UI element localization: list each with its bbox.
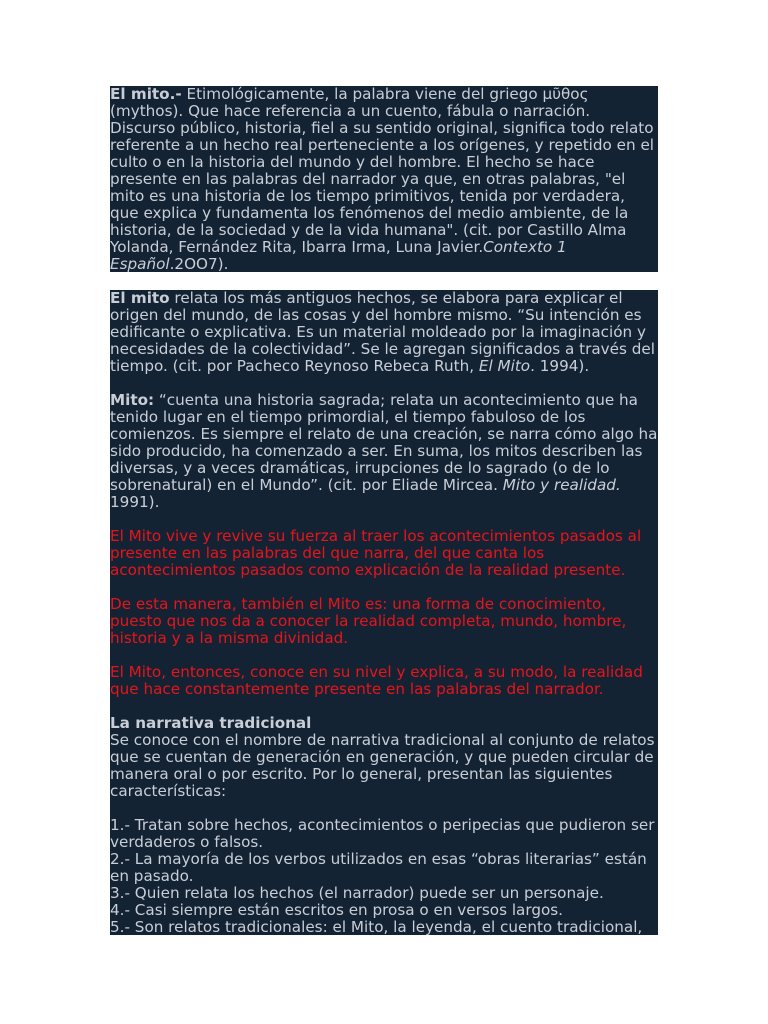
list-item: 5.- Son relatos tradicionales: el Mito, la leyenda, el cuento tradicional, bbox=[110, 918, 643, 935]
characteristics-list bbox=[110, 817, 658, 935]
book-el-mito: El Mito bbox=[478, 357, 531, 375]
mito-paragraph-1 bbox=[110, 290, 658, 375]
red-paragraph-3: El Mito, entonces, conoce en su nivel y explica, a su modo, la realidad que hace constantemente presente en las palabras del narrador. bbox=[110, 663, 643, 698]
paragraph-2-text: “cuenta una historia sagrada; relata un acontecimiento que ha tenido lugar en el tiempo primordial, el tiempo fabuloso de los comienzos. Es siempre el relato de una creación, se narra cómo algo ha sido producido, ha comenzado a ser. En suma, los mitos describen las diversas, y a veces dramáticas, irrupciones de lo sagrado (o de lo sobrenatural) en el Mundo”. (cit. por Eliade Mircea. bbox=[110, 391, 658, 494]
mito-narrative-block bbox=[110, 290, 658, 935]
mito-paragraph-2 bbox=[110, 392, 658, 511]
red-paragraph-1: El Mito vive y revive su fuerza al traer los acontecimientos pasados al presente en las palabras del que narra, del que canta los acontecimientos pasados como explicación de la realidad presente. bbox=[110, 527, 642, 579]
narrativa-heading-text: La narrativa tradicional bbox=[110, 714, 312, 732]
term-el-mito-2: El mito bbox=[110, 290, 170, 307]
paragraph-1-text: relata los más antiguos hechos, se elabora para explicar el origen del mundo, de las cosas y del hombre mismo. “Su intención es edificante o explicativa. Es un material moldeado por la imaginación y necesidades de la colectividad”. Se le agregan significados a través del tiempo. (cit. por Pacheco Reynoso Rebeca Ruth, bbox=[110, 290, 655, 375]
paragraph-2-end: 1991). bbox=[110, 493, 160, 511]
list-item: 1.- Tratan sobre hechos, acontecimientos o peripecias que pudieron ser verdaderos o falsos. bbox=[110, 816, 655, 851]
narrativa-heading bbox=[110, 715, 658, 732]
term-el-mito: El mito.- bbox=[110, 86, 182, 103]
book-title: Contexto 1 Español bbox=[110, 238, 567, 272]
narrativa-intro: Se conoce con el nombre de narrativa tradicional al conjunto de relatos que se cuentan de generación en generación, y que pueden circular de manera oral o por escrito. Por lo general, presentan las siguientes características: bbox=[110, 731, 655, 800]
book-mito-y-realidad: Mito y realidad. bbox=[502, 476, 621, 494]
etymology-text: Etimológicamente, la palabra viene del griego μῦθος (mythos). Que hace referencia a un cuento, fábula o narración. Discurso público, historia, fiel a su sentido original, significa todo relato referente a un hecho real perteneciente a los orígenes, y repetido en el culto o en la historia del mundo y del hombre. El hecho se hace presente en las palabras del narrador ya que, en otras palabras, "el mito es una historia de los tiempo primitivos, tenida por verdadera, que explica y fundamenta los fenómenos del medio ambiente, de la historia, de la sociedad y de la vida humana". (cit. por Castillo Alma Yolanda, Fernández Rita, Ibarra Irma, Luna Javier. bbox=[110, 86, 655, 256]
paragraph-1-end: . 1994). bbox=[530, 357, 590, 375]
mito-definition-block bbox=[110, 86, 658, 272]
list-item: 4.- Casi siempre están escritos en prosa o en versos largos. bbox=[110, 901, 563, 919]
list-item: 2.- La mayoría de los verbos utilizados en esas “obras literarias” están en pasado. bbox=[110, 850, 647, 885]
list-item: 3.- Quien relata los hechos (el narrador) puede ser un personaje. bbox=[110, 884, 604, 902]
term-mito: Mito: bbox=[110, 391, 155, 409]
mito-etymology-paragraph bbox=[110, 86, 658, 272]
red-paragraph-2: De esta manera, también el Mito es: una forma de conocimiento, puesto que nos da a conocer la realidad completa, mundo, hombre, historia y a la misma divinidad. bbox=[110, 595, 627, 647]
citation-end: .2OO7). bbox=[169, 255, 229, 272]
